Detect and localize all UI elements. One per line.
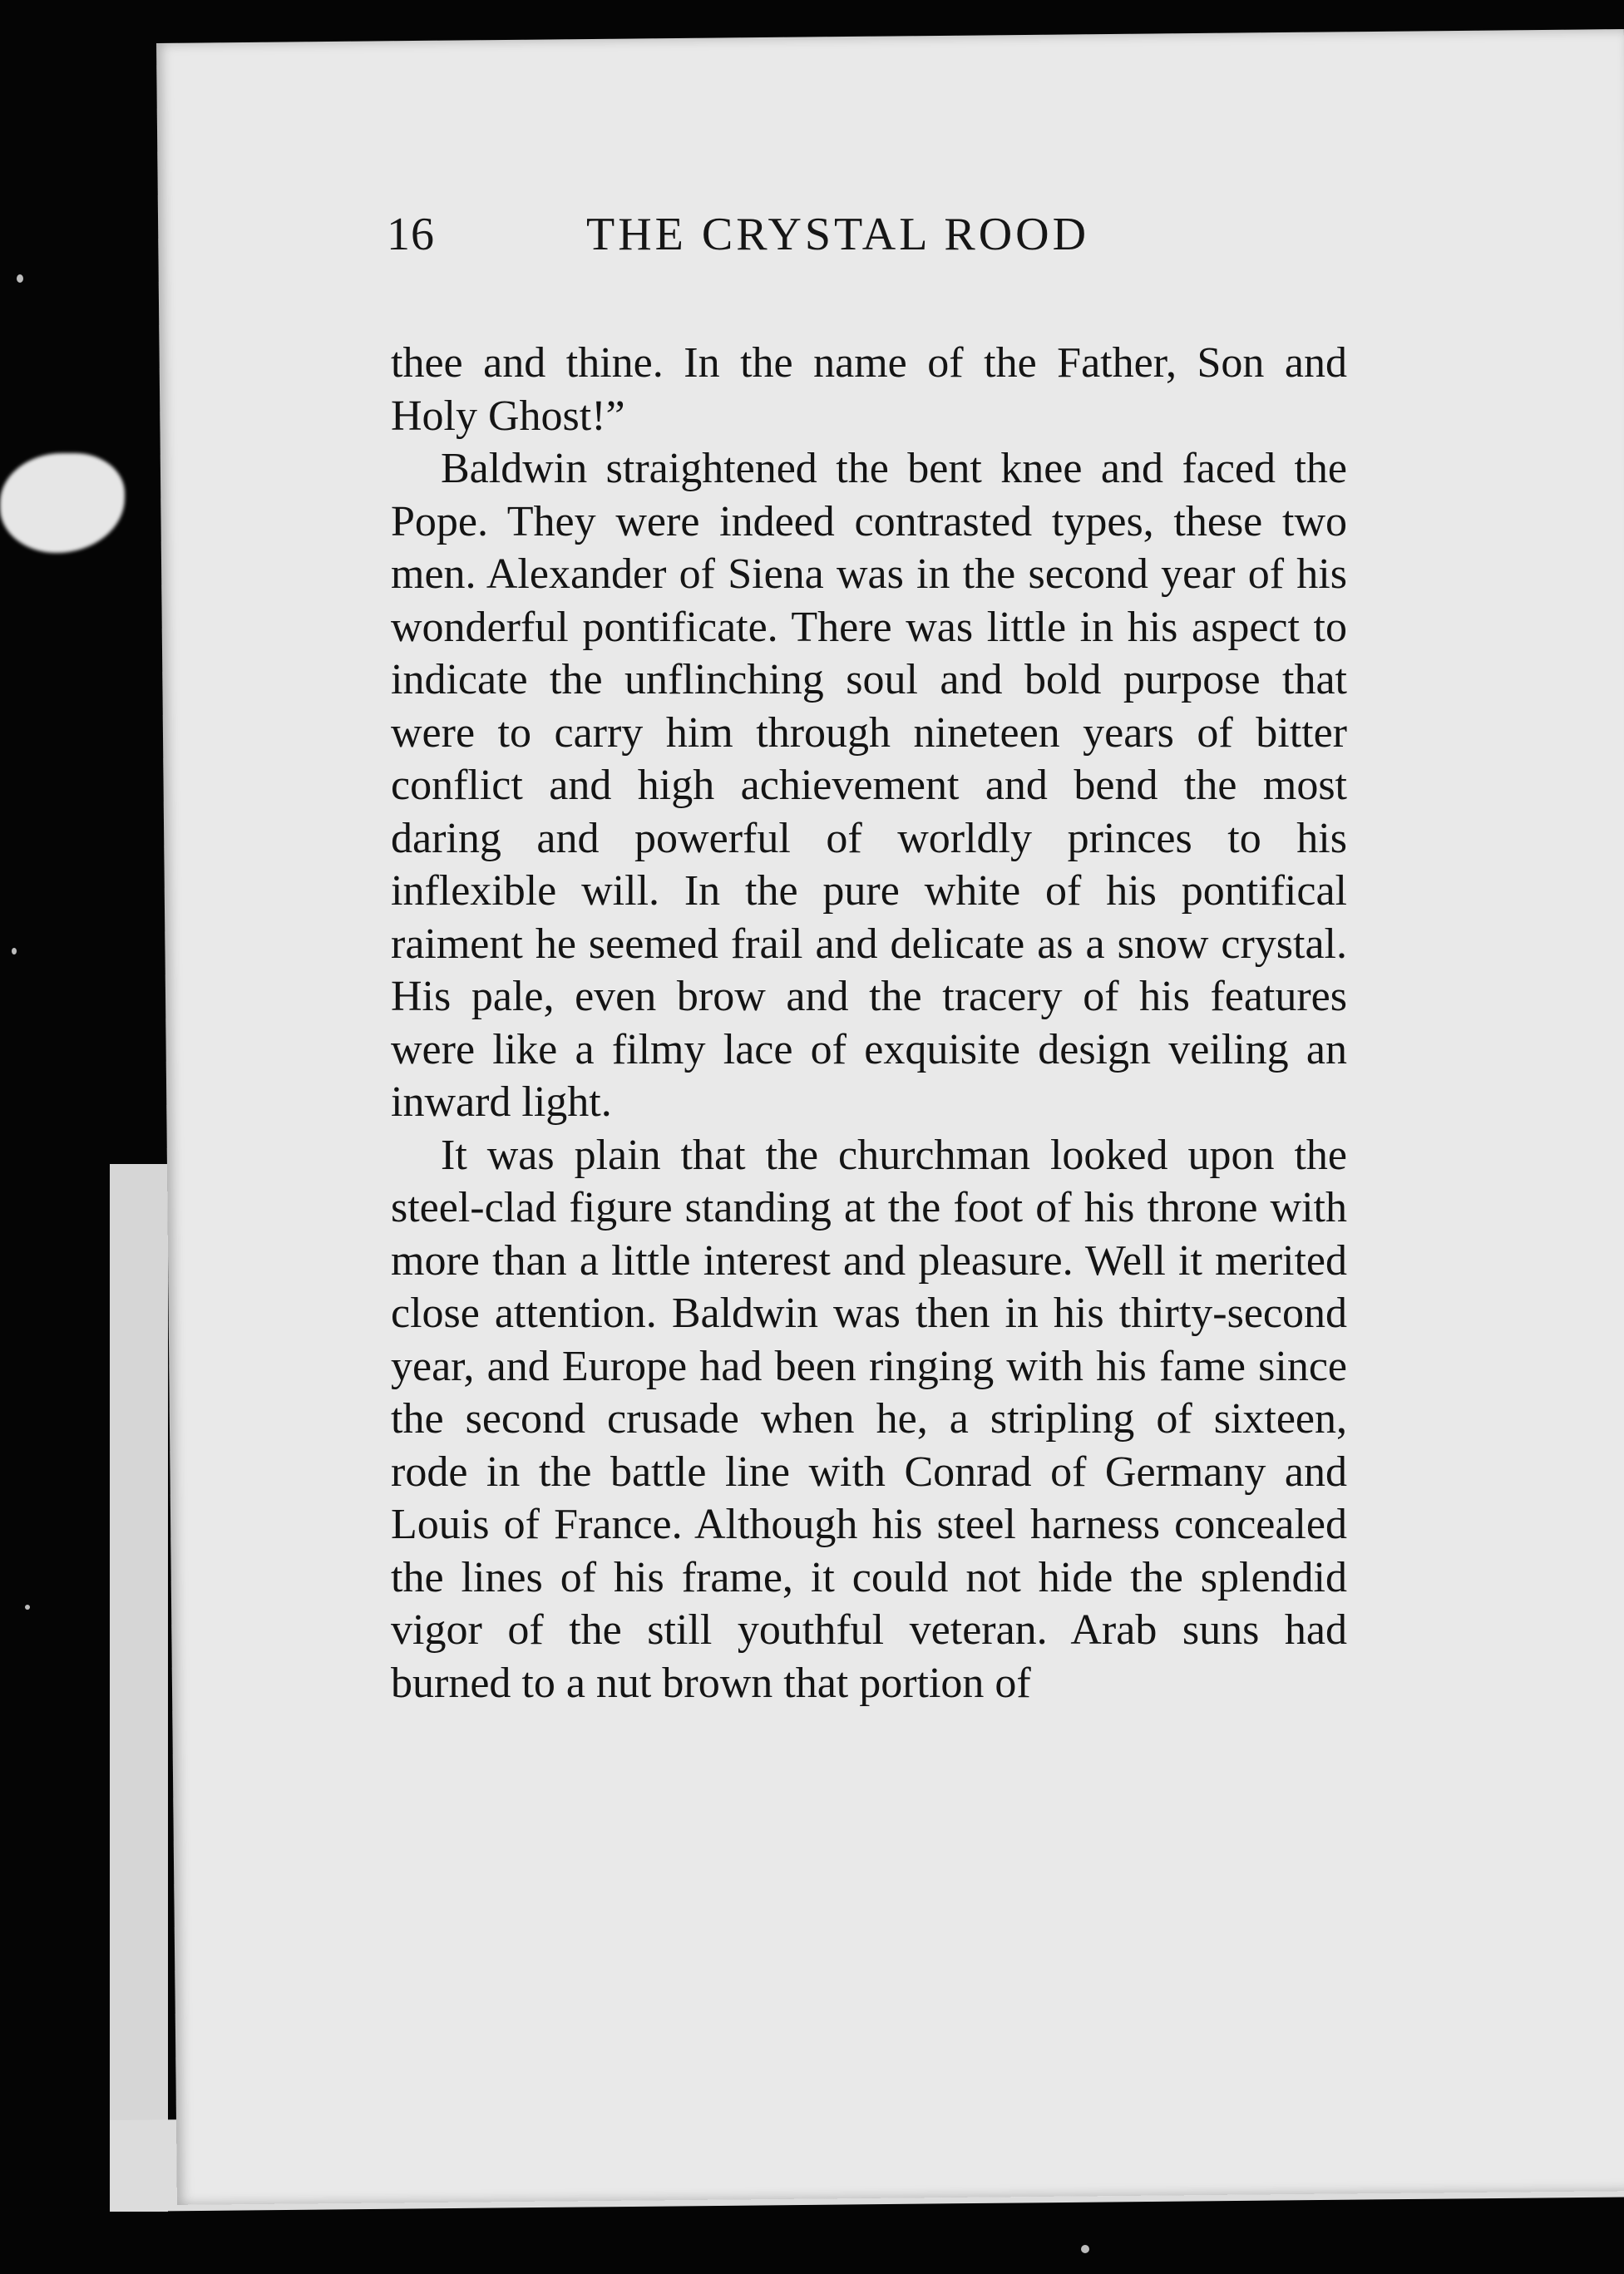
page-edge-left [110,1164,168,2212]
paragraph-continued: thee and thine. In the name of the Father, Son and Holy Ghost!” [391,339,1347,440]
dust-speck [1081,2245,1089,2253]
ink-blot [0,453,125,553]
paragraph: It was plain that the churchman looked upon the steel-clad figure standing at the foot of his throne with more than a little interest and pleasure. Well it merited close attention. Baldwin was then in his thirty-second year, and Europe had been ringing with his fame since the second crusade when he, a stripling of sixteen, rode in the battle line with Conrad of Germany and Louis of France. Although his steel harness concealed the lines of his frame, it could not hide the splendid vigor of the still youthful veteran. Arab suns had burned to a nut brown that portion of [391,1131,1347,1707]
dust-speck [12,948,17,954]
body-text [391,337,1347,1709]
running-header [387,208,1343,283]
dust-speck [25,1605,30,1610]
page-number: 16 [387,209,435,260]
book-title: THE CRYSTAL ROOD [586,209,1090,260]
paragraph: Baldwin straightened the bent knee and faced the Pope. They were indeed contrasted types, these two men. Alexander of Siena was in the second year of his wonderful pontificate. There was little in his aspect to indicate the unflinching soul and bold purpose that were to carry him through nineteen years of bitter conflict and high achievement and bend the most daring and powerful of worldly princes to his inflexible will. In the pure white of his pontifical raiment he seemed frail and delicate as a snow crystal. His pale, even brow and the tracery of his features were like a filmy lace of exquisite design veiling an inward light. [391,445,1347,1126]
dust-speck [17,274,23,283]
